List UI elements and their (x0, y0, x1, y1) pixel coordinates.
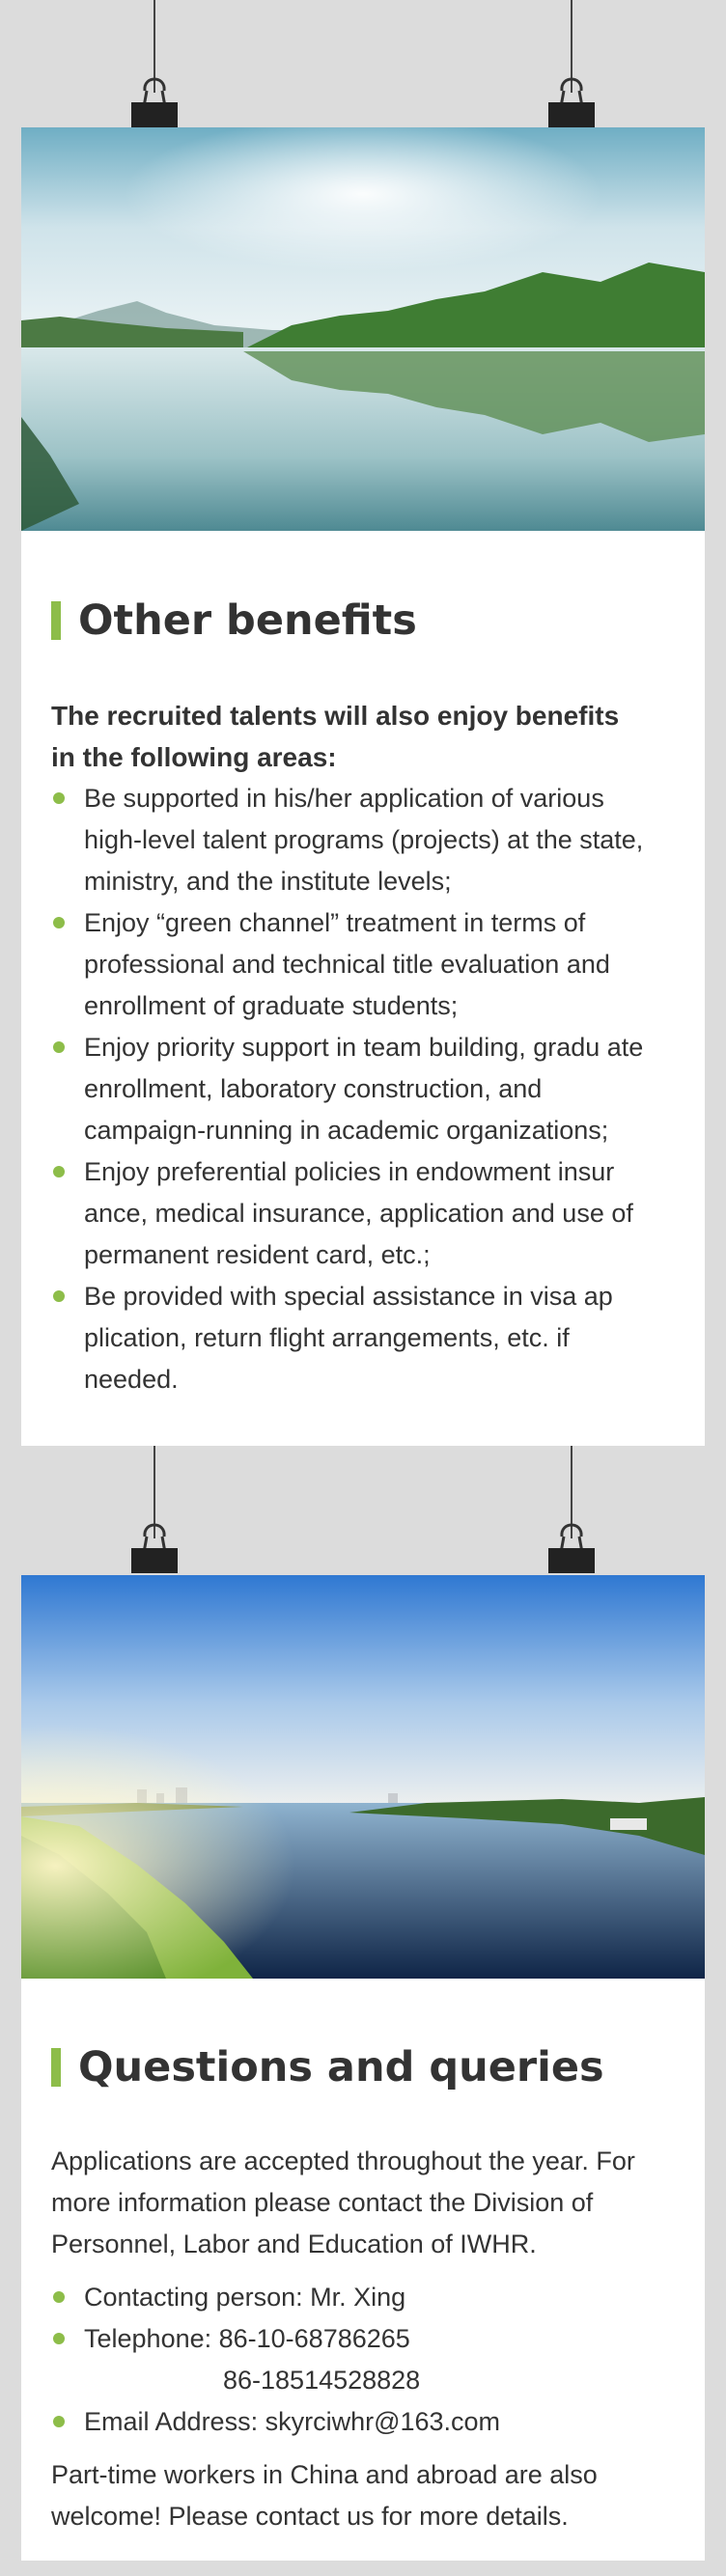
benefit-text: Enjoy “green channel” treatment in terms of professional and technical title evaluation and enrollment of graduate students; (84, 908, 610, 1020)
bullet-dot-icon (53, 917, 65, 928)
heading-accent-bar (51, 601, 61, 640)
bullet-dot-icon (53, 1166, 65, 1177)
questions-heading (51, 2043, 604, 2091)
list-item (51, 1151, 650, 1276)
list-item (51, 2318, 650, 2401)
contact-list (51, 2277, 650, 2443)
contact-email: Email Address: skyrciwhr@163.com (84, 2407, 501, 2436)
benefits-content (51, 695, 650, 1400)
list-item (51, 902, 650, 1027)
heading-accent-bar (51, 2048, 61, 2087)
list-item (51, 778, 650, 902)
binder-clip-right-1 (543, 0, 600, 130)
bullet-dot-icon (53, 1041, 65, 1053)
bullet-dot-icon (53, 2333, 65, 2344)
questions-content (51, 2141, 650, 2537)
list-item (51, 2277, 650, 2318)
contact-telephone: Telephone: 86-10-68786265 (84, 2324, 410, 2353)
contact-person: Contacting person: Mr. Xing (84, 2283, 406, 2312)
bullet-dot-icon (53, 2416, 65, 2427)
benefit-text: Enjoy preferential policies in endowment insur ance, medical insurance, application and use of permanent resident card, etc.; (84, 1157, 633, 1269)
binder-clip-icon (126, 58, 183, 131)
list-item (51, 1276, 650, 1400)
contact-telephone-2: 86-18514528828 (223, 2366, 421, 2395)
bullet-dot-icon (53, 1290, 65, 1302)
river-landscape-photo (21, 1575, 705, 1979)
other-benefits-title: Other benefits (78, 596, 417, 645)
binder-clip-right-2 (543, 1446, 600, 1576)
benefits-list (51, 778, 650, 1400)
list-item (51, 2401, 650, 2443)
binder-clip-icon (543, 58, 600, 131)
benefit-text: Be supported in his/her application of various high-level talent programs (projects) at the state, ministry, and the institute levels; (84, 784, 644, 896)
binder-clip-left-1 (126, 0, 183, 130)
other-benefits-heading (51, 596, 417, 645)
lake-landscape-photo (21, 127, 705, 531)
list-item (51, 1027, 650, 1151)
questions-title: Questions and queries (78, 2043, 604, 2091)
bullet-dot-icon (53, 792, 65, 804)
bullet-dot-icon (53, 2291, 65, 2303)
questions-intro: Applications are accepted throughout the year. For more information please contact the Division of Personnel, Labor and Education of IWHR. (51, 2147, 635, 2258)
closing-note: Part-time workers in China and abroad are also welcome! Please contact us for more details. (51, 2460, 598, 2531)
binder-clip-left-2 (126, 1446, 183, 1576)
benefit-text: Be provided with special assistance in visa ap plication, return flight arrangements, etc. if needed. (84, 1282, 613, 1394)
benefits-lead: The recruited talents will also enjoy benefits in the following areas: (51, 701, 620, 772)
binder-clip-icon (126, 1504, 183, 1577)
binder-clip-icon (543, 1504, 600, 1577)
benefit-text: Enjoy priority support in team building, gradu ate enrollment, laboratory construction, and campaign-running in academic organizations; (84, 1033, 644, 1145)
